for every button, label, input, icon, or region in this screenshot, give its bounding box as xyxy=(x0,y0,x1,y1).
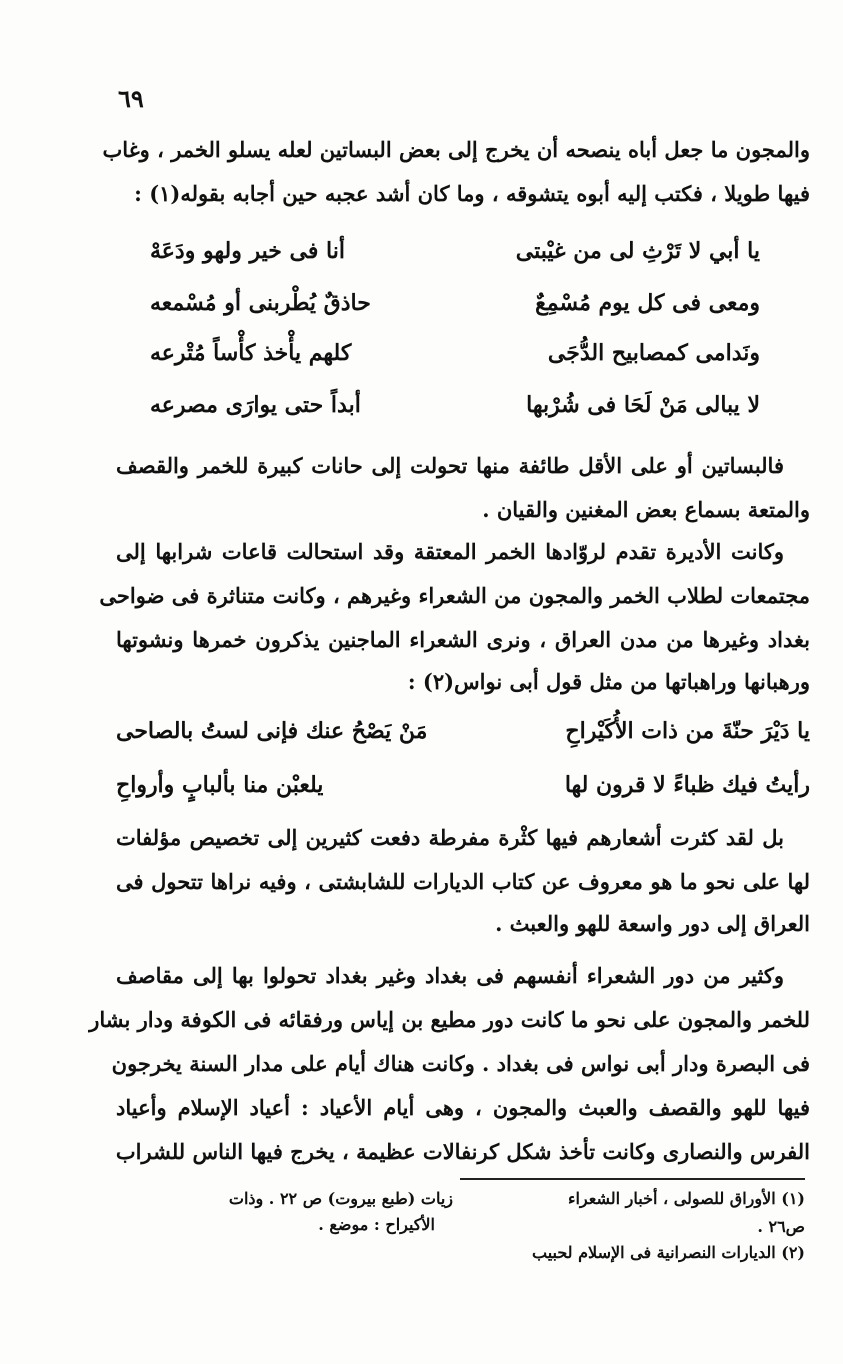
paragraph-5-line-2: للخمر والمجون على نحو ما كانت دور مطيع بن إياس ورفقائه فى الكوفة ودار بشار xyxy=(89,1007,810,1032)
verse-first-hemistich: رأيتُ فيك ظباءً لا قرون لها xyxy=(564,772,810,798)
paragraph-3-line-4: ورهبانها وراهباتها من مثل قول أبى نواس(٢) : xyxy=(407,669,810,694)
poem-1-verse-3 xyxy=(150,340,760,384)
paragraph-2-line-2: والمتعة بسماع بعض المغنين والقيان . xyxy=(482,497,810,522)
page-number: ٦٩ xyxy=(118,84,144,113)
paragraph-3-line-1: وكانت الأديرة تقدم لروّادها الخمر المعتقة وقد استحالت قاعات شرابها إلى xyxy=(116,539,784,564)
paragraph-3-line-2: مجتمعات لطلاب الخمر والمجون من الشعراء وغيرهم ، وكانت متناثرة فى ضواحى xyxy=(99,583,810,608)
paragraph-2-line-1: فالبساتين أو على الأقل طائفة منها تحولت إلى حانات كبيرة للخمر والقصف xyxy=(116,453,784,478)
poem-1-verse-2 xyxy=(150,290,760,334)
paragraph-5-line-5: الفرس والنصارى وكانت تأخذ شكل كرنفالات عظيمة ، يخرج فيها الناس للشراب xyxy=(115,1139,810,1164)
verse-second-hemistich: كلهم يأْخذ كأْساً مُتْرعه xyxy=(150,340,352,366)
footnote-1-line-2: ص٢٦ . xyxy=(757,1217,805,1236)
paragraph-5-line-3: فى البصرة ودار أبى نواس فى بغداد . وكانت هناك أيام على مدار السنة يخرجون xyxy=(111,1051,810,1076)
verse-second-hemistich: يلعبْن منا بألبابٍ وأرواحِ xyxy=(116,772,324,798)
footnote-2-line-2: زيات (طبع بيروت) ص ٢٢ . وذات xyxy=(228,1189,453,1208)
verse-second-hemistich: أنا فى خير ولهو ودَعَهْ xyxy=(150,238,345,264)
poem-2-verse-2 xyxy=(116,772,810,816)
verse-first-hemistich: يا أبي لا تَرْثِ لى من غيْبتى xyxy=(515,238,760,264)
verse-first-hemistich: ونَدامى كمصابيح الدُّجَى xyxy=(547,340,760,366)
poem-1-verse-4 xyxy=(150,392,760,436)
verse-second-hemistich: أبداً حتى يوارَى مصرعه xyxy=(150,392,361,418)
verse-first-hemistich: لا يبالى مَنْ لَحَا فى شُرْبها xyxy=(526,392,760,418)
verse-first-hemistich: ومعى فى كل يوم مُسْمِعٌ xyxy=(535,290,760,316)
paragraph-4-line-3: العراق إلى دور واسعة للهو والعبث . xyxy=(495,911,810,936)
paragraph-1-line-2: فيها طويلا ، فكتب إليه أبوه يتشوقه ، وما كان أشد عجبه حين أجابه بقوله(١) : xyxy=(134,181,810,206)
poem-2-verse-1 xyxy=(116,718,810,762)
paragraph-1-line-1: والمجون ما جعل أباه ينصحه أن يخرج إلى بعض البساتين لعله يسلو الخمر ، وغاب xyxy=(102,137,810,162)
paragraph-3-line-3: بغداد وغيرها من مدن العراق ، ونرى الشعراء الماجنين يذكرون خمرها ونشوتها xyxy=(116,627,810,652)
verse-second-hemistich: مَنْ يَصْحُ عنك فإنى لستُ بالصاحى xyxy=(116,718,428,744)
poem-1-verse-1 xyxy=(150,238,760,282)
footnote-1-line-1: (١) الأوراق للصولى ، أخبار الشعراء xyxy=(567,1189,805,1208)
paragraph-5-line-4: فيها للهو والقصف والعبث والمجون ، وهى أيام الأعياد : أعياد الإسلام وأعياد xyxy=(116,1095,810,1120)
verse-first-hemistich: يا دَيْرَ حنّةَ من ذات الأُكَيْراحِ xyxy=(565,718,810,744)
footnote-separator xyxy=(460,1178,805,1180)
footnote-2-line-1: (٢) الديارات النصرانية فى الإسلام لحبيب xyxy=(531,1243,805,1262)
paragraph-4-line-1: بل لقد كثرت أشعارهم فيها كثْرة مفرطة دفعت كثيرين إلى تخصيص مؤلفات xyxy=(116,825,784,850)
paragraph-4-line-2: لها على نحو ما هو معروف عن كتاب الديارات للشابشتى ، وفيه نراها تتحول فى xyxy=(116,869,810,894)
footnote-2-line-3: الأكيراح : موضع . xyxy=(318,1215,435,1234)
paragraph-5-line-1: وكثير من دور الشعراء أنفسهم فى بغداد وغير بغداد تحولوا بها إلى مقاصف xyxy=(116,963,784,988)
verse-second-hemistich: حاذقٌ يُطْربنى أو مُسْمعه xyxy=(150,290,371,316)
